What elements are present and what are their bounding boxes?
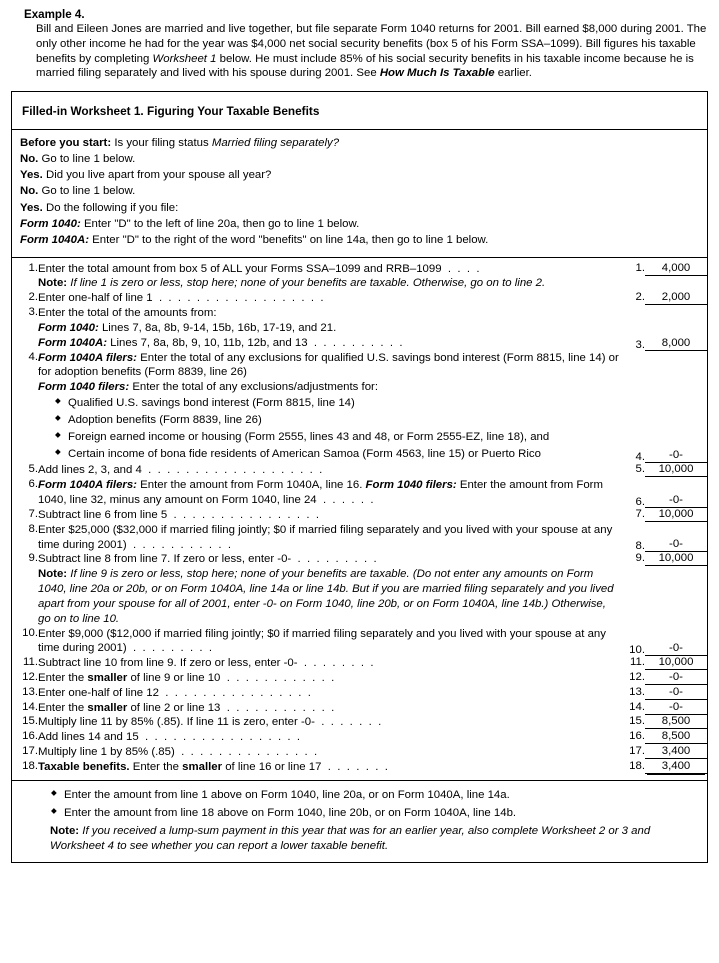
line-text: Taxable benefits. Enter the smaller of line 16 or line 17 . . . . . . .: [38, 760, 388, 773]
worksheet-line-row: [12, 463, 707, 478]
worksheet-line-row: [12, 701, 707, 716]
line-bullet-item: ◆ Foreign earned income or housing (Form 2555, lines 43 and 48, or Form 2555-EZ, line 18), and: [68, 430, 619, 445]
line-number: 17.: [22, 745, 38, 758]
example-text-run-1: Worksheet 1: [152, 52, 217, 65]
line-amount-cell[interactable]: [645, 523, 707, 553]
worksheet-line-row: [12, 508, 707, 523]
line-amount-value[interactable]: 10,000: [645, 508, 707, 522]
line-bullet-item: ◆ Qualified U.S. savings bond interest (Form 8815, line 14): [68, 396, 619, 411]
before-you-start-row: [20, 233, 699, 248]
line-bullet-item: ◆ Certain income of bona fide residents of American Samoa (Form 4563, line 15) or Puerto Rico: [68, 447, 619, 462]
line-number: 18.: [22, 759, 38, 772]
worksheet-box: [11, 91, 708, 863]
line-text: Add lines 2, 3, and 4 . . . . . . . . . . . . . . . . . . .: [38, 464, 323, 477]
line-number-right: 6.: [635, 495, 645, 508]
footer-note: Note: If you received a lump-sum payment in this year that was for an earlier year, also complete Worksheet 2 or 3 and Worksheet 4 to see whether you can report a lower taxable benefit.: [50, 824, 651, 852]
line-number-right: 17.: [629, 745, 645, 758]
line-amount-cell[interactable]: [645, 715, 707, 730]
worksheet-line-row: [12, 627, 707, 657]
line-number: 15.: [22, 715, 38, 728]
line-amount-cell[interactable]: [645, 463, 707, 478]
worksheet-line-row: [12, 671, 707, 686]
worksheet-line-row: [12, 686, 707, 701]
line-number-right: 9.: [635, 552, 645, 565]
line-amount-value[interactable]: 3,400: [645, 760, 707, 774]
line-number: 9.: [28, 552, 38, 565]
example-body: [36, 22, 707, 81]
line-text: Enter the total of the amounts from: Form 1040: Lines 7, 8a, 8b, 9-14, 15b, 16b, 17-19, and 21. Form 1040A: Lines 7, 8a, 8b, 9, 10, 11b, 12b, and 13 . . . . . . . . . .: [38, 307, 403, 349]
line-text: Subtract line 6 from line 5 . . . . . . . . . . . . . . . .: [38, 508, 320, 521]
footer-bullet-item: ◆ Enter the amount from line 18 above on Form 1040, line 20b, or on Form 1040A, line 14b.: [64, 806, 697, 821]
before-you-start-row: [20, 201, 699, 216]
line-number-right: 2.: [635, 291, 645, 304]
line-bullets: [38, 396, 619, 461]
line-amount-cell[interactable]: [645, 671, 707, 686]
before-you-start-question-text: Is your filing status: [114, 137, 212, 150]
before-you-start-row-text: Go to line 1 below.: [38, 153, 136, 166]
line-number: 6.: [28, 478, 38, 491]
line-amount-cell[interactable]: [645, 701, 707, 716]
line-number-right: 14.: [629, 700, 645, 713]
example-text-run-2: below. He must include 85% of his social security benefits in his taxable income because he is married filing separately and lived with his spouse during 2001. See: [36, 52, 694, 80]
line-text: Multiply line 11 by 85% (.85). If line 11 is zero, enter -0- . . . . . . .: [38, 716, 382, 729]
before-you-start-question: [20, 136, 699, 151]
line-number: 10.: [22, 626, 38, 639]
line-amount-value[interactable]: 4,000: [645, 262, 707, 276]
before-you-start-row-text: Enter "D" to the right of the word "benefits" on line 14a, then go to line 1 below.: [89, 233, 489, 246]
worksheet-title: Filled-in Worksheet 1. Figuring Your Taxable Benefits: [12, 92, 707, 130]
line-amount-cell[interactable]: [645, 760, 707, 775]
worksheet-line-row: [12, 351, 707, 464]
line-number-right: 11.: [630, 656, 645, 669]
before-you-start-row: [20, 217, 699, 232]
line-amount-cell[interactable]: [645, 291, 707, 306]
line-number: 7.: [28, 507, 38, 520]
line-number-right: 7.: [635, 507, 645, 520]
line-number-right: 5.: [635, 463, 645, 476]
line-bullet-item: ◆ Adoption benefits (Form 8839, line 26): [68, 413, 619, 428]
before-you-start-row: [20, 152, 699, 167]
line-text: Subtract line 10 from line 9. If zero or less, enter -0- . . . . . . . .: [38, 657, 374, 670]
line-number-right: 8.: [635, 540, 645, 553]
before-you-start-row: [20, 168, 699, 183]
before-you-start-row-label: Form 1040A:: [20, 233, 90, 246]
line-number-right: 18.: [629, 759, 645, 772]
line-amount-value[interactable]: 10,000: [645, 552, 707, 566]
line-amount-cell[interactable]: [645, 627, 707, 657]
before-you-start-row-label: Yes.: [20, 201, 43, 214]
line-text: Enter one-half of line 1 . . . . . . . . . . . . . . . . . .: [38, 292, 324, 305]
line-amount-value[interactable]: 8,500: [645, 730, 707, 744]
line-number: 2.: [28, 291, 38, 304]
worksheet-line-row: [12, 760, 707, 775]
line-note: Note: If line 9 is zero or less, stop here; none of your benefits are taxable. (Do not enter any amounts on Form 1040, line 20a or 20b, or on Form 1040A, line 14a or line 14b. But if you are married filing separately and you lived apart from your spouse for all of 2001, enter -0- on Form 1040, line 20b, or on Form 1040A, line 14b.) Otherwise, go on to line 10.: [38, 568, 614, 625]
line-amount-value[interactable]: -0-: [645, 686, 707, 700]
worksheet-line-row: [12, 715, 707, 730]
line-number-right: 1.: [635, 261, 645, 274]
before-you-start-rows: [20, 152, 699, 247]
line-text: Enter $9,000 ($12,000 if married filing jointly; $0 if married filing separately and you lived with your spouse at any time during 2001) . . . . . . . . .: [38, 627, 606, 655]
line-amount-value[interactable]: -0-: [645, 642, 707, 656]
line-amount-cell[interactable]: [645, 351, 707, 464]
line-number: 11.: [23, 656, 38, 669]
line-amount-cell[interactable]: [645, 508, 707, 523]
example-title: Example 4.: [24, 8, 85, 21]
before-you-start-row-label: No.: [20, 185, 39, 198]
footer-bullets: [22, 788, 697, 821]
line-text: Subtract line 8 from line 7. If zero or less, enter -0- . . . . . . . . . Note: If line 9 is zero or less, stop here; none of your benefits are taxable. (Do not enter any amounts on Form 1040, line 20a or 20b, or on Form 1040A, line 14a or line 14b. But if you are married filing separately and you lived apart from your spouse for all of 2001, enter -0- on Form 1040, line 20b, or on Form 1040A, line 14b.) Otherwise, go on to line 10.: [38, 552, 619, 626]
worksheet-lines: [12, 258, 707, 781]
line-number: 5.: [28, 463, 38, 476]
line-amount-cell[interactable]: [645, 656, 707, 671]
line-text: Form 1040A filers: Enter the amount from Form 1040A, line 16. Form 1040 filers: Enter the amount from Form 1040, line 32, minus any amount on Form 1040, line 24 . . . . . .: [38, 479, 603, 507]
line-text: Form 1040A filers: Enter the total of any exclusions for qualified U.S. savings bond interest (Form 8815, line 14) or for adoption benefits (Form 8839, line 26) Form 1040 filers: Enter the total of any exclusions/adjustments for: ◆ Qualified U.S. savings bond interest (Form 8815, line 14) ◆ Adoption benefits (Form 8839, line 26) ◆ Foreign earned income or housing (Form 2555, lines 43 and 48, or Form 2555-EZ, line 18), and ◆ Certain income of bona fide residents of American Samoa (Form 4563, line 15) or Puerto Rico: [38, 351, 619, 464]
line-amount-value[interactable]: -0-: [645, 494, 707, 508]
before-you-start-row-text: Enter "D" to the left of line 20a, then go to line 1 below.: [80, 217, 360, 230]
line-number-right: 3.: [635, 338, 645, 351]
before-you-start-row-label: No.: [20, 153, 39, 166]
line-number-right: 15.: [629, 715, 645, 728]
worksheet-line-row: [12, 523, 707, 553]
worksheet-line-row: [12, 730, 707, 745]
line-amount-value[interactable]: 8,000: [645, 337, 707, 351]
line-number-right: 13.: [629, 685, 645, 698]
line-amount-cell[interactable]: [645, 686, 707, 701]
line-text: Enter the total amount from box 5 of ALL your Forms SSA–1099 and RRB–1099 . . . . Note: If line 1 is zero or less, stop here; none of your benefits are taxable. Otherwise, go on to line 2.: [38, 262, 619, 292]
worksheet-line-row: [12, 306, 707, 350]
footer-bullet-item: ◆ Enter the amount from line 1 above on Form 1040, line 20a, or on Form 1040A, line 14a.: [64, 788, 697, 803]
worksheet-line-row: [12, 552, 707, 626]
before-you-start-question-italic: Married filing separately?: [211, 137, 340, 150]
before-you-start-label: Before you start:: [20, 137, 112, 150]
line-number: 13.: [22, 685, 38, 698]
line-text: Enter one-half of line 12 . . . . . . . . . . . . . . . .: [38, 686, 311, 699]
example-text-run-4: earlier.: [494, 67, 532, 80]
line-amount-value[interactable]: -0-: [645, 671, 707, 685]
line-amount-cell[interactable]: [645, 745, 707, 760]
before-you-start-row-label: Yes.: [20, 169, 43, 182]
line-number: 16.: [22, 730, 38, 743]
line-amount-cell[interactable]: [645, 552, 707, 626]
line-amount-cell[interactable]: [645, 478, 707, 508]
worksheet-line-row: [12, 745, 707, 760]
line-amount-cell[interactable]: [645, 262, 707, 292]
line-number: 12.: [22, 671, 38, 683]
before-you-start-section: [12, 130, 707, 257]
line-amount-value[interactable]: 10,000: [645, 463, 707, 477]
line-number-right: 12.: [629, 671, 645, 683]
line-text: Enter the smaller of line 2 or line 13 . . . . . . . . . . . .: [38, 701, 335, 714]
before-you-start-row: [20, 184, 699, 199]
line-amount-value[interactable]: 10,000: [645, 656, 707, 670]
worksheet-line-row: [12, 262, 707, 292]
before-you-start-row-text: Did you live apart from your spouse all year?: [42, 169, 272, 182]
line-amount-value[interactable]: 3,400: [645, 745, 707, 759]
line-amount-value[interactable]: 8,500: [645, 715, 707, 729]
line-number: 4.: [28, 350, 38, 363]
line-number: 1.: [28, 261, 38, 274]
line-amount-value[interactable]: -0-: [645, 449, 707, 463]
line-amount-value[interactable]: -0-: [645, 701, 707, 715]
example-text-run-0: Bill and Eileen Jones are married and live together, but file separate Form 1040 returns for 2001. Bill earned $8,000 during 2001. The only other income he had for the year was $4,000 net social security benefits (box 5 of his Form SSA–1099). Bill figures his taxable benefits by completing: [36, 23, 707, 65]
before-you-start-row-label: Form 1040:: [20, 217, 81, 230]
line-number-right: 4.: [635, 451, 645, 464]
worksheet-footer: [12, 781, 707, 862]
line-amount-cell[interactable]: [645, 306, 707, 350]
line-amount-value[interactable]: -0-: [645, 538, 707, 552]
line-note: Note: If line 1 is zero or less, stop here; none of your benefits are taxable. Otherwise, go on to line 2.: [38, 277, 546, 290]
before-you-start-row-text: Go to line 1 below.: [38, 185, 136, 198]
line-number: 8.: [28, 522, 38, 535]
worksheet-line-row: [12, 656, 707, 671]
line-text: Multiply line 1 by 85% (.85) . . . . . . . . . . . . . . .: [38, 746, 318, 759]
example-text-run-3: How Much Is Taxable: [379, 67, 495, 80]
worksheet-lines-body: [12, 262, 707, 775]
line-text: Enter $25,000 ($32,000 if married filing jointly; $0 if married filing separately and you lived with your spouse at any time during 2001) . . . . . . . . . . .: [38, 523, 613, 551]
line-number-right: 16.: [629, 730, 645, 743]
before-you-start-row-text: Do the following if you file:: [42, 201, 179, 214]
line-number-right: 10.: [629, 644, 645, 657]
line-text: Add lines 14 and 15 . . . . . . . . . . . . . . . . .: [38, 731, 301, 744]
worksheet-line-row: [12, 291, 707, 306]
worksheet-line-row: [12, 478, 707, 508]
line-amount-cell[interactable]: [645, 730, 707, 745]
line-number: 3.: [28, 306, 38, 319]
line-number: 14.: [22, 700, 38, 713]
line-amount-value[interactable]: 2,000: [645, 291, 707, 305]
line-text: Enter the smaller of line 9 or line 10 . . . . . . . . . . . .: [38, 672, 335, 684]
